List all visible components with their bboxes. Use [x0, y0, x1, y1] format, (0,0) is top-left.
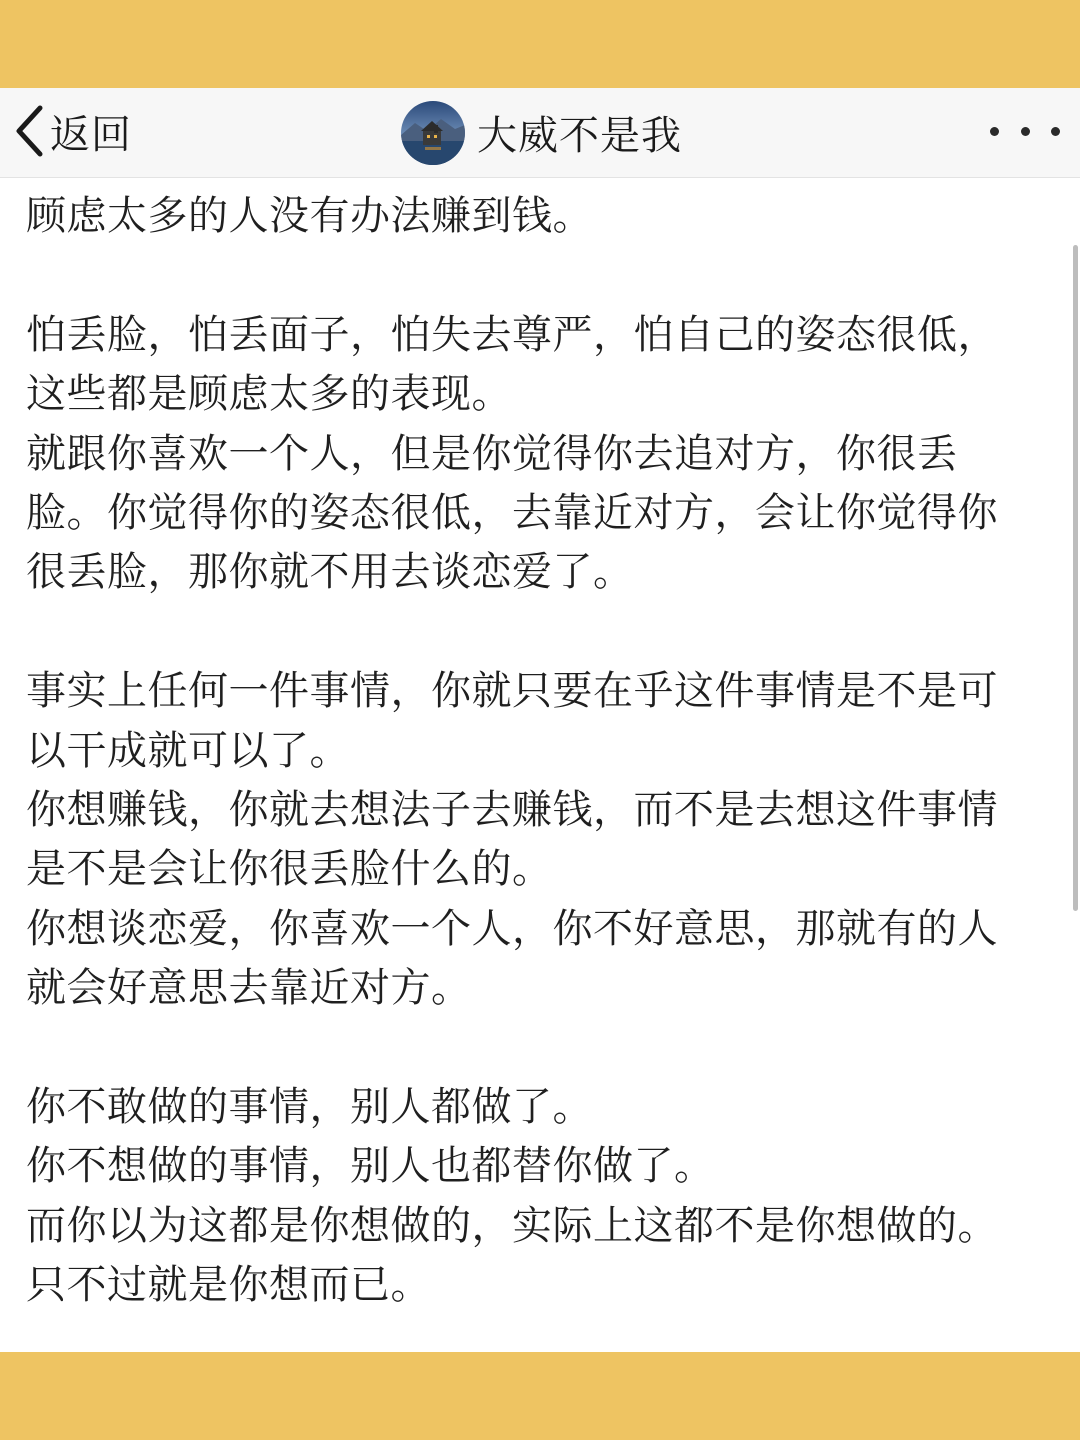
- chevron-left-icon: [14, 105, 44, 157]
- post-content: [26, 187, 1042, 1316]
- content-line: 是不是会让你很丢脸什么的。: [26, 846, 553, 893]
- content-line: 而你以为这都是你想做的，实际上这都不是你想做的。: [26, 1202, 998, 1249]
- blank-line: [26, 1019, 1042, 1078]
- content-line: 就跟你喜欢一个人，但是你觉得你去追对方，你很丢: [26, 430, 958, 477]
- content-line: 你不敢做的事情，别人都做了。: [26, 1084, 593, 1131]
- more-button[interactable]: [990, 108, 1060, 154]
- content-line: 脸。你觉得你的姿态很低，去靠近对方，会让你觉得你: [26, 490, 998, 537]
- more-dot: [1051, 127, 1060, 136]
- profile-name: 大威不是我: [477, 113, 682, 159]
- content-line: 只不过就是你想而已。: [26, 1262, 431, 1309]
- content-line: 你想谈恋爱，你喜欢一个人，你不好意思，那就有的人: [26, 905, 998, 952]
- more-dot: [1021, 127, 1030, 136]
- content-line: 以干成就可以了。: [26, 727, 350, 774]
- content-line: 怕丢脸，怕丢面子，怕失去尊严，怕自己的姿态很低，: [26, 311, 998, 358]
- post-screen: [0, 88, 1080, 1352]
- back-button[interactable]: [14, 98, 132, 164]
- avatar[interactable]: [401, 101, 465, 165]
- navigation-bar: [0, 88, 1080, 178]
- profile-header[interactable]: [401, 88, 682, 177]
- blank-line: [26, 603, 1042, 662]
- content-line: 这些都是顾虑太多的表现。: [26, 371, 512, 418]
- content-line: 顾虑太多的人没有办法赚到钱。: [26, 193, 593, 239]
- content-line: 事实上任何一件事情，你就只要在乎这件事情是不是可: [26, 668, 998, 715]
- content-line: 你不想做的事情，别人也都替你做了。: [26, 1143, 715, 1190]
- more-dot: [990, 127, 999, 136]
- blank-line: [26, 246, 1042, 305]
- content-line: 很丢脸，那你就不用去谈恋爱了。: [26, 549, 634, 596]
- scrollbar[interactable]: [1073, 245, 1078, 911]
- content-line: 你想赚钱，你就去想法子去赚钱，而不是去想这件事情: [26, 787, 998, 834]
- back-label: 返回: [50, 111, 132, 158]
- content-line: 就会好意思去靠近对方。: [26, 965, 472, 1012]
